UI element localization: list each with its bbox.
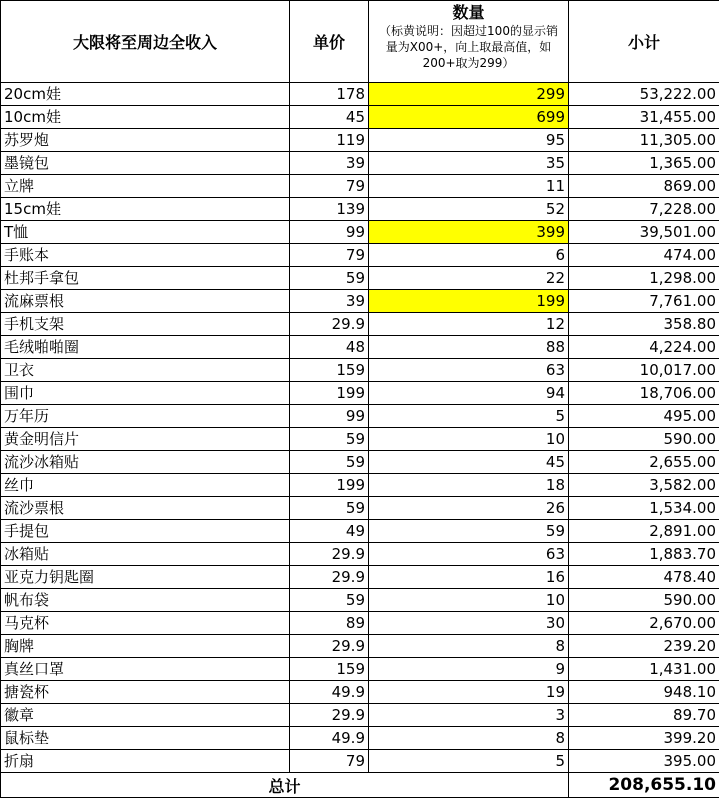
item-name-cell: 丝巾 <box>1 474 290 497</box>
table-row <box>1 152 719 175</box>
quantity-cell: 26 <box>369 497 569 520</box>
subtotal-cell: 495.00 <box>569 405 719 428</box>
table-row <box>1 727 719 750</box>
quantity-cell: 52 <box>369 198 569 221</box>
quantity-cell: 22 <box>369 267 569 290</box>
item-name-cell: 墨镜包 <box>1 152 290 175</box>
unit-price-cell: 29.9 <box>290 704 369 727</box>
quantity-cell: 12 <box>369 313 569 336</box>
item-name-cell: 10cm娃 <box>1 106 290 129</box>
unit-price-cell: 199 <box>290 474 369 497</box>
header-subtotal: 小计 <box>569 1 719 83</box>
header-title: 大限将至周边全收入 <box>1 1 290 83</box>
quantity-cell: 63 <box>369 359 569 382</box>
unit-price-cell: 45 <box>290 106 369 129</box>
unit-price-cell: 29.9 <box>290 543 369 566</box>
quantity-cell: 8 <box>369 727 569 750</box>
quantity-cell: 19 <box>369 681 569 704</box>
item-name-cell: 鼠标垫 <box>1 727 290 750</box>
quantity-cell: 10 <box>369 589 569 612</box>
table-row <box>1 175 719 198</box>
table-row <box>1 244 719 267</box>
unit-price-cell: 139 <box>290 198 369 221</box>
quantity-cell: 95 <box>369 129 569 152</box>
item-name-cell: 真丝口罩 <box>1 658 290 681</box>
unit-price-cell: 89 <box>290 612 369 635</box>
unit-price-cell: 48 <box>290 336 369 359</box>
item-name-cell: 冰箱贴 <box>1 543 290 566</box>
quantity-cell: 59 <box>369 520 569 543</box>
subtotal-cell: 11,305.00 <box>569 129 719 152</box>
total-value: 208,655.10 <box>569 773 719 798</box>
subtotal-cell: 89.70 <box>569 704 719 727</box>
table-row <box>1 267 719 290</box>
subtotal-cell: 31,455.00 <box>569 106 719 129</box>
quantity-cell: 6 <box>369 244 569 267</box>
table-row <box>1 83 719 106</box>
subtotal-cell: 590.00 <box>569 428 719 451</box>
unit-price-cell: 49.9 <box>290 727 369 750</box>
item-name-cell: 徽章 <box>1 704 290 727</box>
quantity-cell: 94 <box>369 382 569 405</box>
subtotal-cell: 590.00 <box>569 589 719 612</box>
item-name-cell: 立牌 <box>1 175 290 198</box>
item-name-cell: 卫衣 <box>1 359 290 382</box>
item-name-cell: 胸牌 <box>1 635 290 658</box>
subtotal-cell: 2,655.00 <box>569 451 719 474</box>
item-name-cell: 毛绒啪啪圈 <box>1 336 290 359</box>
subtotal-cell: 39,501.00 <box>569 221 719 244</box>
table-row <box>1 428 719 451</box>
subtotal-cell: 358.80 <box>569 313 719 336</box>
item-name-cell: 15cm娃 <box>1 198 290 221</box>
table-row <box>1 451 719 474</box>
unit-price-cell: 59 <box>290 497 369 520</box>
subtotal-cell: 239.20 <box>569 635 719 658</box>
table-row <box>1 221 719 244</box>
subtotal-cell: 395.00 <box>569 750 719 773</box>
item-name-cell: 杜邦手拿包 <box>1 267 290 290</box>
table-row <box>1 106 719 129</box>
subtotal-cell: 3,582.00 <box>569 474 719 497</box>
item-name-cell: T恤 <box>1 221 290 244</box>
table-row <box>1 612 719 635</box>
item-name-cell: 流沙冰箱贴 <box>1 451 290 474</box>
table-row <box>1 313 719 336</box>
item-name-cell: 20cm娃 <box>1 83 290 106</box>
table-row <box>1 566 719 589</box>
quantity-cell: 11 <box>369 175 569 198</box>
quantity-cell: 10 <box>369 428 569 451</box>
quantity-cell: 30 <box>369 612 569 635</box>
table-row <box>1 635 719 658</box>
table-row <box>1 198 719 221</box>
item-name-cell: 马克杯 <box>1 612 290 635</box>
item-name-cell: 苏罗炮 <box>1 129 290 152</box>
subtotal-cell: 2,670.00 <box>569 612 719 635</box>
unit-price-cell: 178 <box>290 83 369 106</box>
item-name-cell: 流沙票根 <box>1 497 290 520</box>
unit-price-cell: 159 <box>290 359 369 382</box>
subtotal-cell: 4,224.00 <box>569 336 719 359</box>
quantity-cell: 18 <box>369 474 569 497</box>
item-name-cell: 手机支架 <box>1 313 290 336</box>
table-header <box>1 1 719 83</box>
subtotal-cell: 478.40 <box>569 566 719 589</box>
unit-price-cell: 39 <box>290 152 369 175</box>
table-row <box>1 405 719 428</box>
quantity-cell: 699 <box>369 106 569 129</box>
unit-price-cell: 29.9 <box>290 635 369 658</box>
subtotal-cell: 7,761.00 <box>569 290 719 313</box>
unit-price-cell: 29.9 <box>290 313 369 336</box>
quantity-cell: 199 <box>369 290 569 313</box>
table-row <box>1 129 719 152</box>
quantity-cell: 63 <box>369 543 569 566</box>
item-name-cell: 手提包 <box>1 520 290 543</box>
unit-price-cell: 59 <box>290 451 369 474</box>
table-row <box>1 474 719 497</box>
item-name-cell: 亚克力钥匙圈 <box>1 566 290 589</box>
quantity-cell: 8 <box>369 635 569 658</box>
unit-price-cell: 59 <box>290 589 369 612</box>
unit-price-cell: 79 <box>290 244 369 267</box>
header-row <box>1 1 719 83</box>
subtotal-cell: 7,228.00 <box>569 198 719 221</box>
quantity-cell: 88 <box>369 336 569 359</box>
subtotal-cell: 2,891.00 <box>569 520 719 543</box>
subtotal-cell: 53,222.00 <box>569 83 719 106</box>
item-name-cell: 手账本 <box>1 244 290 267</box>
quantity-cell: 3 <box>369 704 569 727</box>
unit-price-cell: 99 <box>290 405 369 428</box>
quantity-cell: 299 <box>369 83 569 106</box>
table-row <box>1 382 719 405</box>
table-row <box>1 543 719 566</box>
header-qty-cell <box>369 1 569 83</box>
item-name-cell: 黄金明信片 <box>1 428 290 451</box>
subtotal-cell: 1,431.00 <box>569 658 719 681</box>
header-qty: 数量 <box>372 3 565 23</box>
subtotal-cell: 1,534.00 <box>569 497 719 520</box>
unit-price-cell: 59 <box>290 428 369 451</box>
subtotal-cell: 1,365.00 <box>569 152 719 175</box>
subtotal-cell: 1,298.00 <box>569 267 719 290</box>
quantity-cell: 5 <box>369 405 569 428</box>
header-qty-note: （标黄说明：因超过100的显示销量为X00+，向上取最高值，如200+取为299） <box>372 23 565 71</box>
unit-price-cell: 119 <box>290 129 369 152</box>
item-name-cell: 万年历 <box>1 405 290 428</box>
table-row <box>1 681 719 704</box>
item-name-cell: 搪瓷杯 <box>1 681 290 704</box>
quantity-cell: 399 <box>369 221 569 244</box>
unit-price-cell: 59 <box>290 267 369 290</box>
item-name-cell: 流麻票根 <box>1 290 290 313</box>
subtotal-cell: 1,883.70 <box>569 543 719 566</box>
subtotal-cell: 18,706.00 <box>569 382 719 405</box>
unit-price-cell: 29.9 <box>290 566 369 589</box>
subtotal-cell: 399.20 <box>569 727 719 750</box>
unit-price-cell: 99 <box>290 221 369 244</box>
quantity-cell: 35 <box>369 152 569 175</box>
unit-price-cell: 49.9 <box>290 681 369 704</box>
header-price: 单价 <box>290 1 369 83</box>
item-name-cell: 围巾 <box>1 382 290 405</box>
quantity-cell: 5 <box>369 750 569 773</box>
quantity-cell: 16 <box>369 566 569 589</box>
item-name-cell: 帆布袋 <box>1 589 290 612</box>
subtotal-cell: 869.00 <box>569 175 719 198</box>
item-name-cell: 折扇 <box>1 750 290 773</box>
table-row <box>1 520 719 543</box>
table-row <box>1 359 719 382</box>
unit-price-cell: 159 <box>290 658 369 681</box>
table-row <box>1 658 719 681</box>
table-row <box>1 704 719 727</box>
table-row <box>1 336 719 359</box>
table-row <box>1 589 719 612</box>
unit-price-cell: 79 <box>290 750 369 773</box>
unit-price-cell: 49 <box>290 520 369 543</box>
subtotal-cell: 10,017.00 <box>569 359 719 382</box>
total-label: 总计 <box>1 773 569 798</box>
subtotal-cell: 474.00 <box>569 244 719 267</box>
table-row <box>1 290 719 313</box>
unit-price-cell: 79 <box>290 175 369 198</box>
unit-price-cell: 199 <box>290 382 369 405</box>
table-row <box>1 750 719 773</box>
table-row <box>1 497 719 520</box>
quantity-cell: 45 <box>369 451 569 474</box>
unit-price-cell: 39 <box>290 290 369 313</box>
quantity-cell: 9 <box>369 658 569 681</box>
subtotal-cell: 948.10 <box>569 681 719 704</box>
table-body <box>1 83 719 773</box>
